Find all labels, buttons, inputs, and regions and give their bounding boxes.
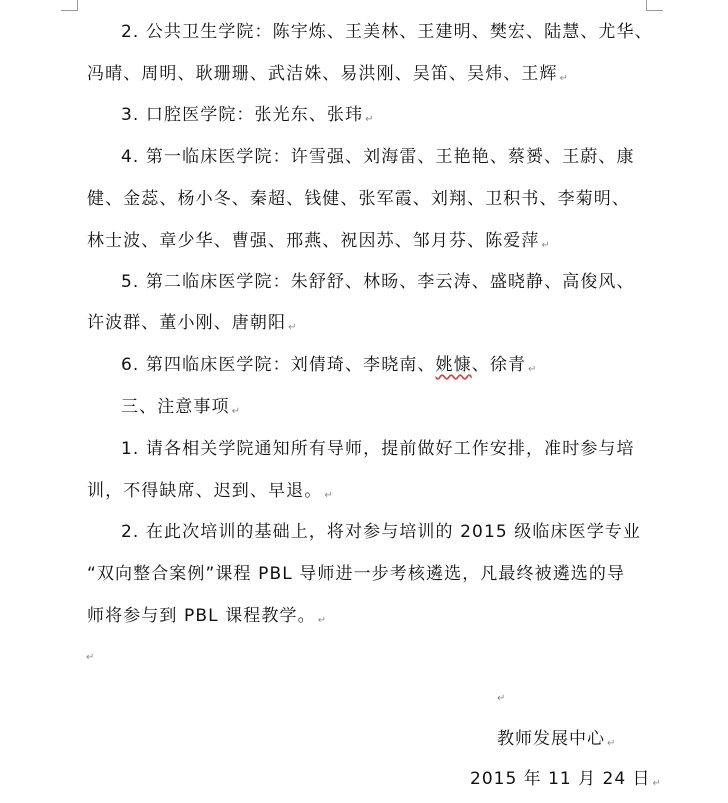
public-health-line-1 xyxy=(121,11,681,53)
date-text: 2015 年 11 月 24 日 xyxy=(470,769,651,789)
left-crop-mark xyxy=(61,0,78,11)
paragraph-mark-icon: ↵ xyxy=(231,406,242,417)
notice-2-text-2: “双向整合案例”课程 PBL 导师进一步考核遴选，凡最终被遴选的导 xyxy=(87,564,626,584)
first-clinical-line-1 xyxy=(121,136,681,178)
first-clinical-text-1: 4. 第一临床医学院：许雪强、刘海雷、王艳艳、蔡赟、王蔚、康 xyxy=(121,147,635,167)
notice-2-line-1 xyxy=(121,511,681,553)
paragraph-mark-icon: ↵ xyxy=(324,490,334,501)
notes-heading xyxy=(121,386,681,431)
notice-2-line-2 xyxy=(87,553,647,595)
paragraph-mark-icon: ↵ xyxy=(607,738,617,749)
notice-1-line-1 xyxy=(121,428,681,470)
notice-1-text-2: 训，不得缺席、迟到、早退。 xyxy=(87,481,323,501)
notes-heading-text: 三、注意事项 xyxy=(121,397,230,417)
fourth-clinical-prefix: 6. 第四临床医学院：刘倩琦、李晓南、 xyxy=(121,355,436,375)
paragraph-mark-icon: ↵ xyxy=(317,615,328,626)
paragraph-mark-icon: ↵ xyxy=(541,240,551,251)
first-clinical-line-3 xyxy=(87,220,647,265)
paragraph-mark-icon: ↵ xyxy=(288,322,298,333)
notice-2-line-3 xyxy=(87,595,647,640)
second-clinical-text-2: 许波群、董小刚、唐朝阳 xyxy=(87,313,287,333)
stomatology-text: 3. 口腔医学院：张光东、张玮 xyxy=(121,105,364,125)
public-health-line-2 xyxy=(87,53,647,98)
paragraph-mark-icon: ↵ xyxy=(365,114,375,125)
paragraph-mark-icon: ↵ xyxy=(559,73,570,84)
signature xyxy=(497,719,615,762)
public-health-text-2: 冯晴、周明、耿珊珊、武洁姝、易洪刚、吴笛、吴炜、王辉 xyxy=(87,64,558,84)
first-clinical-line-2 xyxy=(87,178,647,220)
second-clinical-line-2 xyxy=(87,302,647,347)
right-crop-mark xyxy=(646,0,663,11)
public-health-text-1: 2. 公共卫生学院：陈宇炼、王美林、王建明、樊宏、陆慧、尤华、 xyxy=(121,22,653,42)
stomatology-line xyxy=(121,94,681,139)
fourth-clinical-line xyxy=(121,344,681,389)
notice-2-text-3: 师将参与到 PBL 课程教学。 xyxy=(87,606,316,626)
paragraph-mark-icon: ↵ xyxy=(528,364,538,375)
paragraph-mark-icon: ↵ xyxy=(652,778,662,789)
first-clinical-text-3: 林士波、章少华、曹强、邢燕、祝因苏、邹月芬、陈爱萍 xyxy=(87,231,540,251)
second-clinical-text-1: 5. 第二临床医学院：朱舒舒、林旸、李云涛、盛晓静、高俊风、 xyxy=(121,272,635,292)
second-clinical-line-1 xyxy=(121,261,681,303)
spellcheck-name: 姚慷 xyxy=(435,355,472,375)
first-clinical-text-2: 健、金蕊、杨小冬、秦超、钱健、张军霞、刘翔、卫积书、李菊明、 xyxy=(87,189,630,209)
fourth-clinical-suffix: 、徐青 xyxy=(471,355,527,375)
notice-2-text-1: 2. 在此次培训的基础上，将对参与培训的 2015 级临床医学专业 xyxy=(121,522,641,542)
paragraph-mark-icon: ↵ xyxy=(86,652,95,663)
notice-1-line-2 xyxy=(87,470,647,515)
signature-text: 教师发展中心 xyxy=(497,729,605,749)
date-line xyxy=(470,760,661,801)
paragraph-mark-icon: ↵ xyxy=(497,693,506,704)
notice-1-text-1: 1. 请各相关学院通知所有导师，提前做好工作安排，准时参与培 xyxy=(121,439,635,459)
